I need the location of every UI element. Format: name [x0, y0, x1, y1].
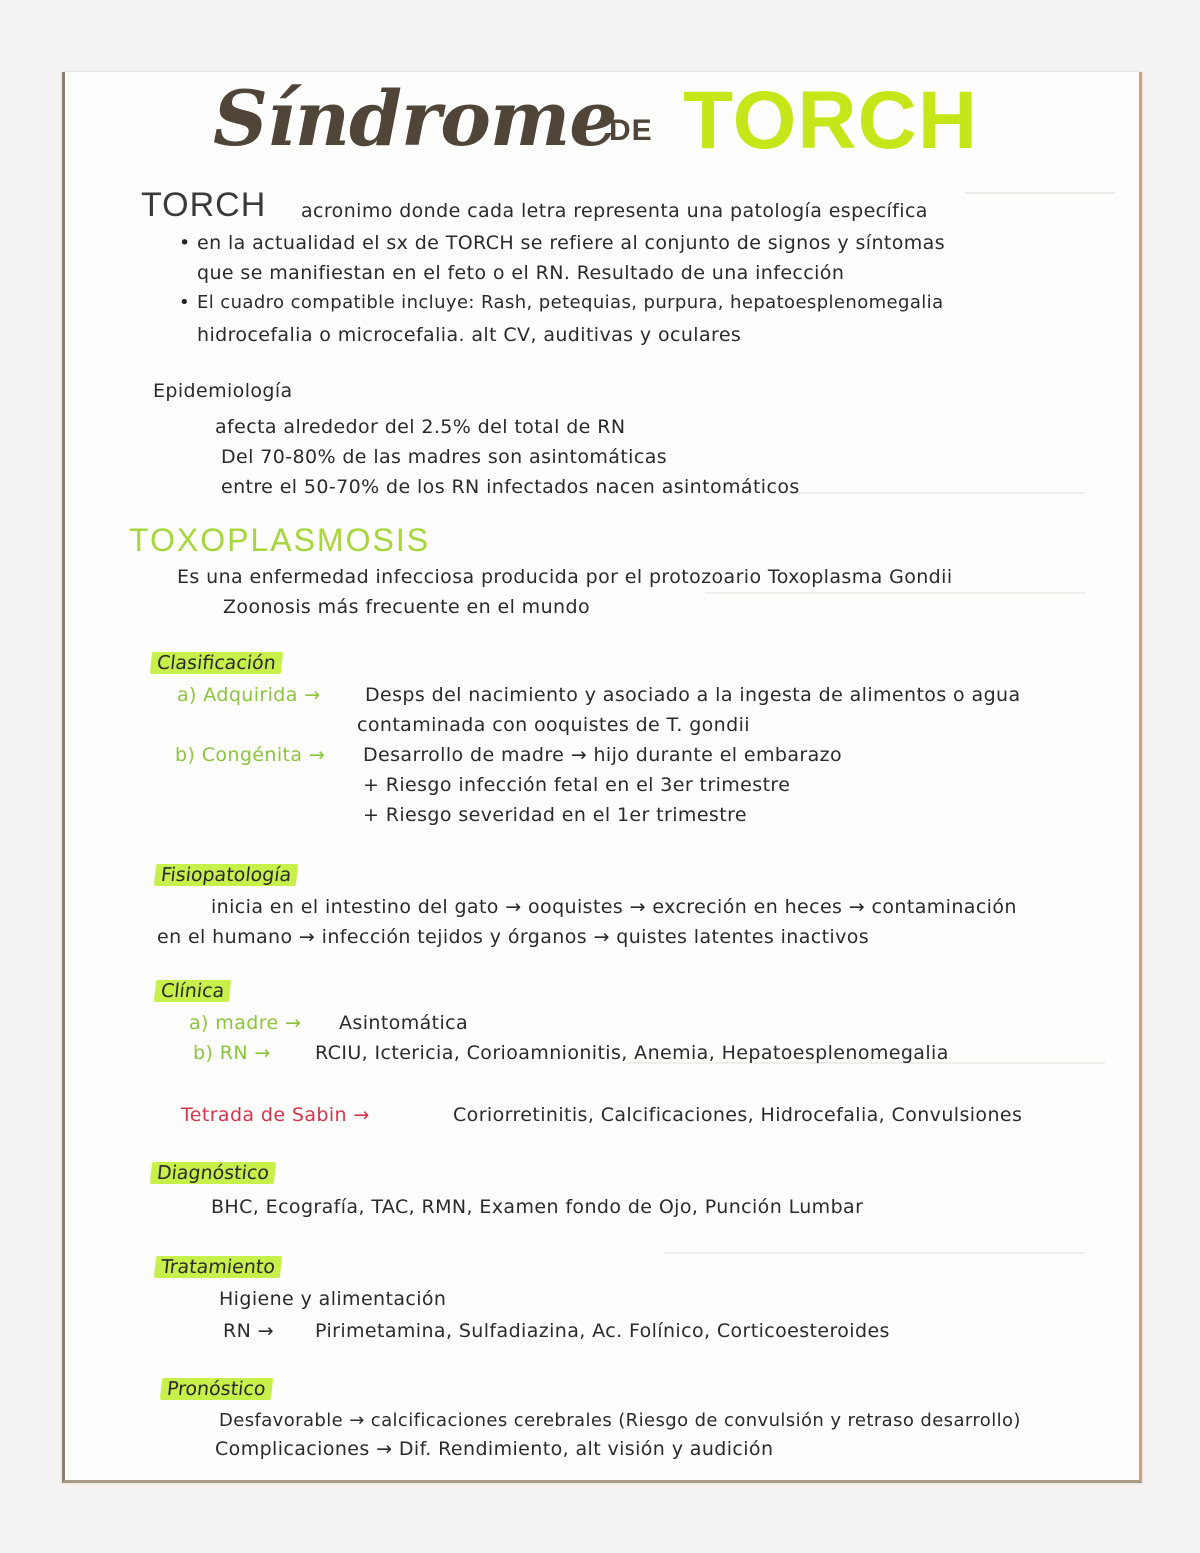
diagnostico-text: BHC, Ecografía, TAC, RMN, Examen fondo de Ojo, Punción Lumbar [211, 1196, 864, 1218]
fisiopatologia-label-text: Fisiopatología [154, 864, 299, 886]
title-script: Síndrome [213, 74, 617, 163]
title-de: DE [609, 114, 653, 147]
intro-bullet-1-line-2: que se manifiestan en el feto o el RN. Resultado de una infección [197, 262, 845, 284]
clasificacion-b-line: Desarrollo de madre → hijo durante el embarazo [363, 744, 843, 766]
clasificacion-b-line: + Riesgo infección fetal en el 3er trimestre [363, 774, 791, 796]
clinica-rn-value: RCIU, Ictericia, Corioamnionitis, Anemia, Hepatoesplenomegalia [315, 1042, 949, 1064]
clasificacion-a-line: Desps del nacimiento y asociado a la ingesta de alimentos o agua [365, 684, 1021, 706]
epidemiologia-line: entre el 50-70% de los RN infectados nacen asintomáticos [221, 476, 800, 498]
intro-bullet-1-line-1: • en la actualidad el sx de TORCH se refiere al conjunto de signos y síntomas [197, 232, 945, 254]
epidemiologia-label: Epidemiología [153, 380, 293, 402]
pronostico-label-text: Pronóstico [160, 1378, 273, 1400]
clasificacion-b-label: b) Congénita → [175, 744, 326, 766]
diagnostico-label [151, 1162, 275, 1184]
pronostico-line-2: Complicaciones → Dif. Rendimiento, alt visión y audición [215, 1438, 774, 1460]
fisiopatologia-line-1: inicia en el intestino del gato → ooquistes → excreción en heces → contaminación [211, 896, 1017, 918]
pronostico-line-1: Desfavorable → calcificaciones cerebrales (Riesgo de convulsión y retraso desarrollo) [219, 1410, 1021, 1431]
fisiopatologia-label [155, 864, 297, 886]
tetrada-label: Tetrada de Sabin → [181, 1104, 370, 1126]
tratamiento-rn-label: RN → [223, 1320, 274, 1342]
clasificacion-a-label: a) Adquirida → [177, 684, 321, 706]
epidemiologia-line: afecta alrededor del 2.5% del total de RN [215, 416, 626, 438]
tratamiento-rn-value: Pirimetamina, Sulfadiazina, Ac. Folínico, Corticoesteroides [315, 1320, 890, 1342]
intro-bullet-2-line-1: • El cuadro compatible incluye: Rash, petequias, purpura, hepatoesplenomegalia [197, 292, 944, 313]
toxoplasmosis-zoonosis: Zoonosis más frecuente en el mundo [223, 596, 590, 618]
intro-bullet-2-line-2: hidrocefalia o microcefalia. alt CV, auditivas y oculares [197, 324, 742, 346]
tratamiento-label [155, 1256, 281, 1278]
clinica-label-text: Clínica [154, 980, 232, 1002]
intro-definition: acronimo donde cada letra representa una patología específica [301, 200, 928, 222]
clinica-madre-value: Asintomática [339, 1012, 469, 1034]
tetrada-value: Coriorretinitis, Calcificaciones, Hidrocefalia, Convulsiones [453, 1104, 1023, 1126]
intro-heading: TORCH [141, 186, 267, 224]
tratamiento-label-text: Tratamiento [154, 1256, 282, 1278]
pronostico-label [161, 1378, 272, 1400]
diagnostico-label-text: Diagnóstico [150, 1162, 276, 1184]
clasificacion-label-text: Clasificación [150, 652, 283, 674]
epidemiologia-line: Del 70-80% de las madres son asintomáticas [221, 446, 668, 468]
clinica-madre-label: a) madre → [189, 1012, 302, 1034]
tratamiento-line-1: Higiene y alimentación [219, 1288, 447, 1310]
toxoplasmosis-definition: Es una enfermedad infecciosa producida por el protozoario Toxoplasma Gondii [177, 566, 953, 588]
clasificacion-label [151, 652, 282, 674]
toxoplasmosis-heading: TOXOPLASMOSIS [129, 522, 431, 558]
title-torch: TORCH [683, 75, 979, 166]
fisiopatologia-line-2: en el humano → infección tejidos y órganos → quistes latentes inactivos [157, 926, 870, 948]
clinica-rn-label: b) RN → [193, 1042, 271, 1064]
clinica-label [155, 980, 230, 1002]
notebook-page [62, 72, 1142, 1483]
clasificacion-b-line: + Riesgo severidad en el 1er trimestre [363, 804, 747, 826]
clasificacion-a-line: contaminada con ooquistes de T. gondii [357, 714, 750, 736]
